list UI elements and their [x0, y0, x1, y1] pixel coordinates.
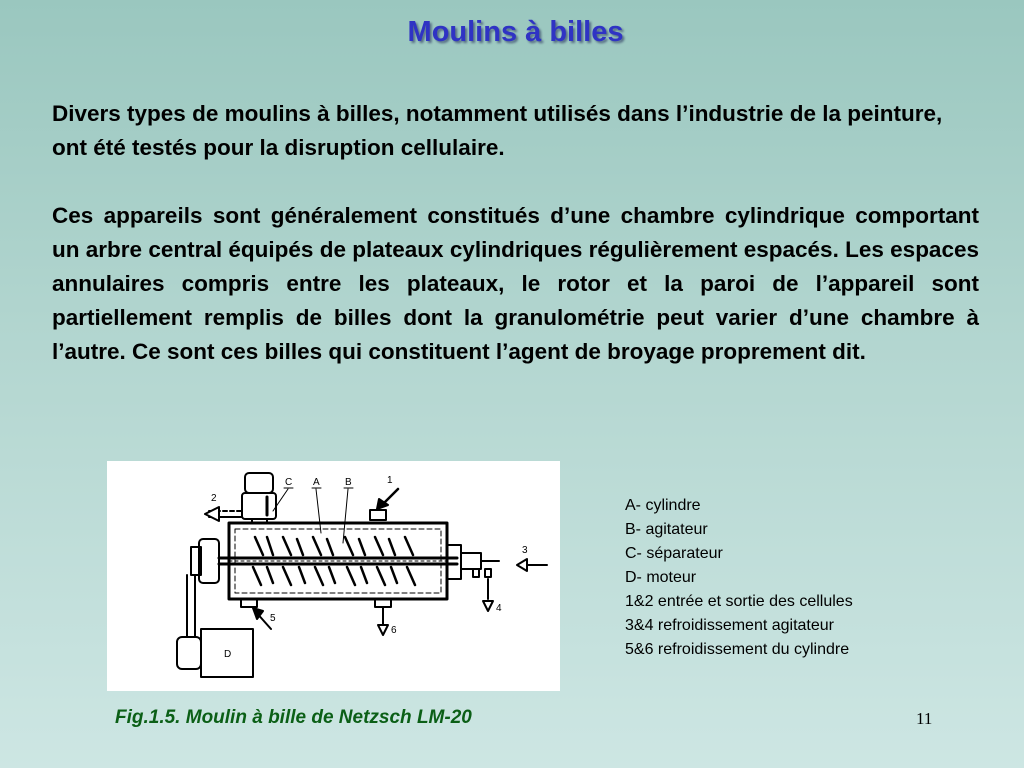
label-underlines: [273, 488, 353, 543]
right-end-cap: [447, 545, 547, 579]
cooling-outlet-4: [483, 579, 493, 611]
legend-item: 5&6 refroidissement du cylindre: [625, 641, 850, 658]
cylinder-body: [229, 523, 447, 599]
legend-item: 3&4 refroidissement agitateur: [625, 617, 834, 634]
label-5: 5: [270, 613, 276, 624]
inlet-port: [370, 489, 398, 520]
label-2: 2: [211, 493, 217, 504]
diagram-legend: [625, 494, 853, 662]
label-c: C: [285, 477, 293, 488]
label-b: B: [345, 477, 352, 488]
page-number: 11: [916, 709, 933, 728]
label-6: 6: [391, 625, 397, 636]
legend-item: B- agitateur: [625, 521, 708, 538]
intro-paragraph: Divers types de moulins à billes, notamment utilisés dans l’industrie de la peinture, ont été testés pour la disruption cellulaire.: [52, 101, 943, 160]
label-d: D: [224, 649, 232, 660]
label-1: 1: [387, 475, 393, 486]
separator-housing: [242, 473, 276, 523]
jacket-outlet-6: [378, 607, 388, 635]
legend-item: 1&2 entrée et sortie des cellules: [625, 593, 853, 610]
motor: [177, 629, 253, 677]
description-paragraph: Ces appareils sont généralement constitués d’une chambre cylindrique comportant un arbre central équipés de plateaux cylindriques régulièrement espacés. Les espaces annulaires compris entre les plateaux, le rotor et la paroi de l’appareil sont partiellement remplis de billes dont la granulométrie peut varier d’une chambre à l’autre. Ce sont ces billes qui constituent l’agent de broyage proprement dit.: [52, 203, 979, 364]
label-a: A: [313, 477, 320, 488]
jacket-inlet-5: [253, 608, 271, 629]
outlet-pipe: [205, 507, 242, 521]
slide-title: Moulins à billes: [407, 16, 624, 48]
legend-item: D- moteur: [625, 569, 697, 586]
label-4: 4: [496, 603, 502, 614]
drive-coupling: [187, 539, 219, 637]
legend-item: A- cylindre: [625, 497, 701, 514]
label-3: 3: [522, 545, 528, 556]
bead-mill-diagram: [107, 461, 560, 691]
legend-item: C- séparateur: [625, 545, 723, 562]
figure-caption: Fig.1.5. Moulin à bille de Netzsch LM-20: [115, 707, 472, 728]
